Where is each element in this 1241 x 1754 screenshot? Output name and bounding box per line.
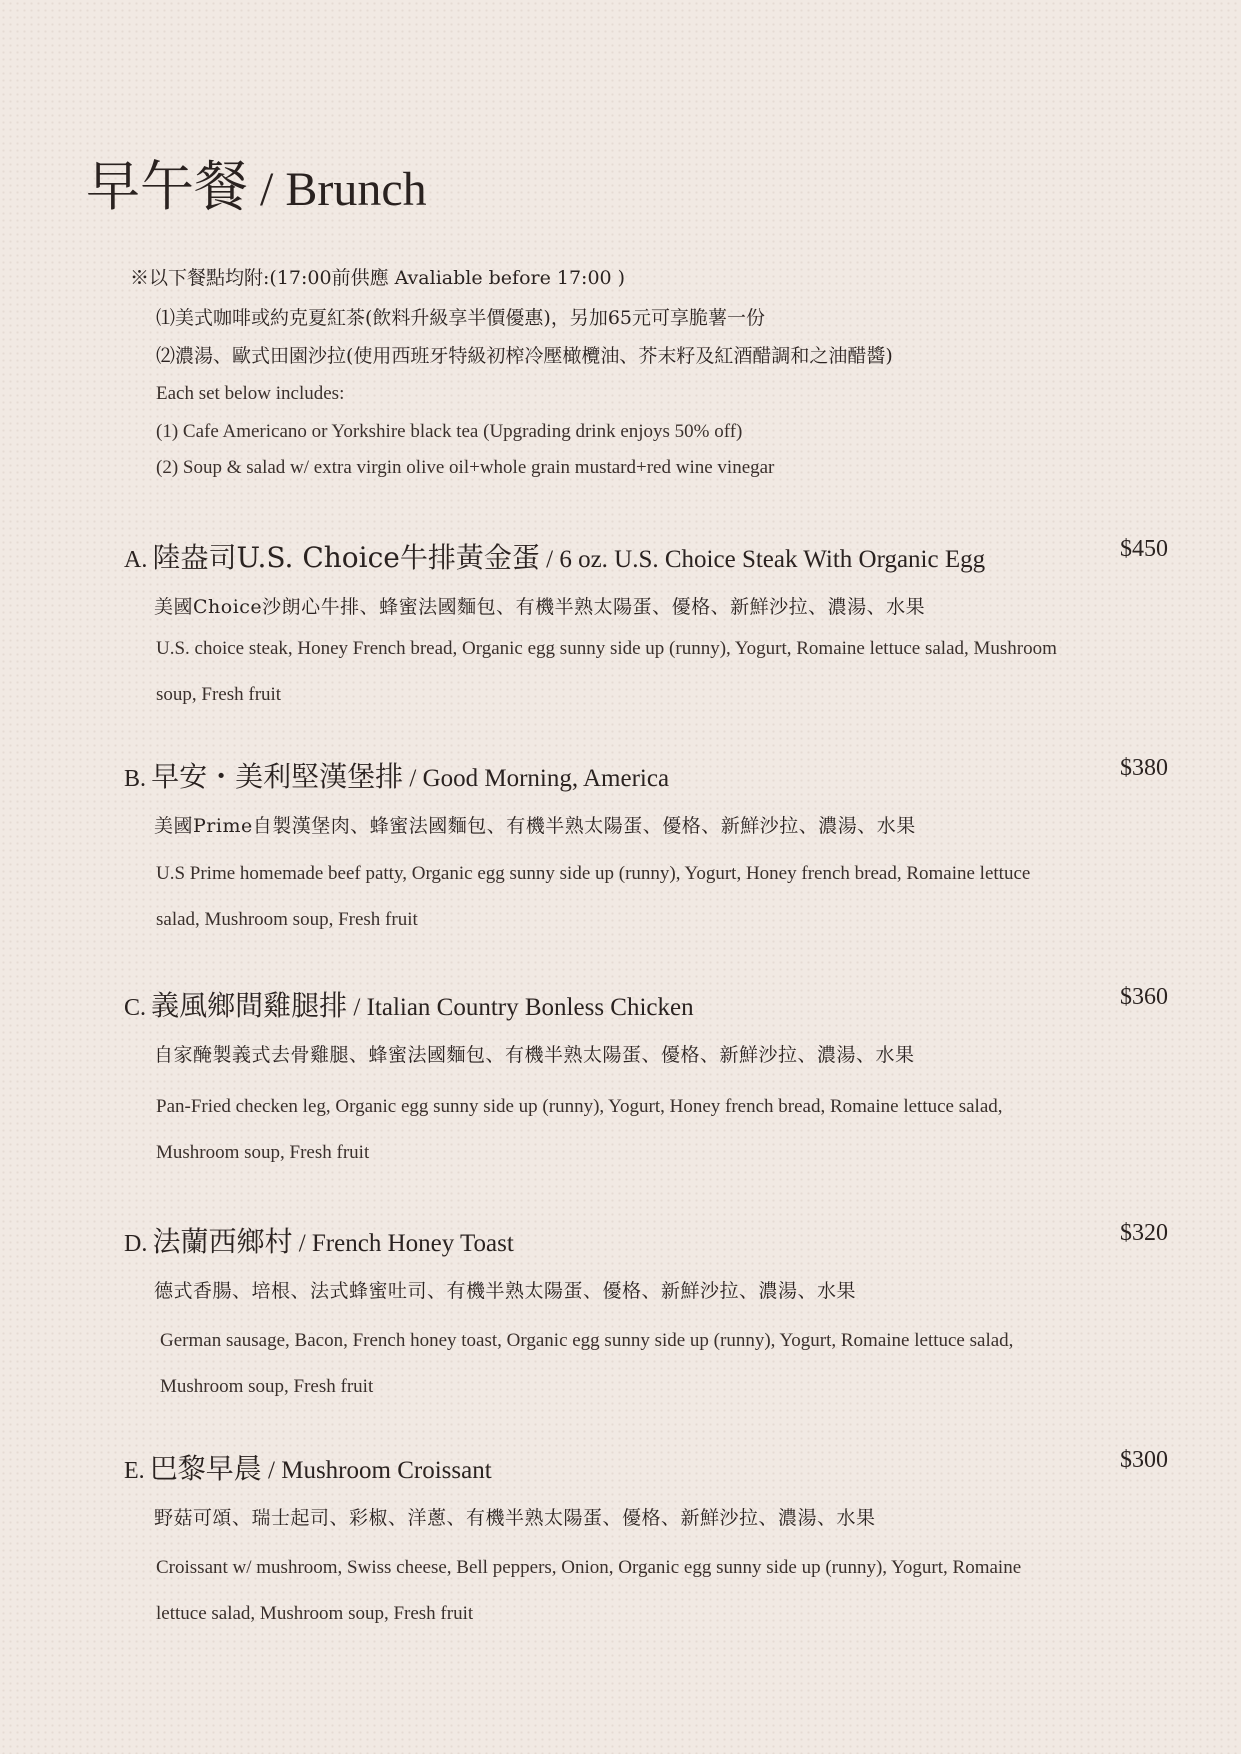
item-name-en: / Mushroom Croissant xyxy=(261,1457,492,1484)
menu-item xyxy=(124,536,1168,705)
item-description-zh: 自家醃製義式去骨雞腿、蜂蜜法國麵包、有機半熟太陽蛋、優格、新鮮沙拉、濃湯、水果 xyxy=(154,1044,915,1066)
item-letter: A. xyxy=(124,547,148,573)
menu-item-header xyxy=(124,755,1168,795)
item-letter: B. xyxy=(124,766,147,792)
item-name-zh: 義風鄉間雞腿排 xyxy=(151,989,348,1022)
title-zh: 早午餐 xyxy=(86,155,248,218)
item-name-zh: 陸盎司U.S. Choice牛排黃金蛋 xyxy=(152,541,540,574)
item-name-zh: 法蘭西鄉村 xyxy=(152,1225,293,1258)
item-description-zh: 美國Prime自製漢堡肉、蜂蜜法國麵包、有機半熟太陽蛋、優格、新鮮沙拉、濃湯、水果 xyxy=(154,815,916,837)
item-name-en: / Italian Country Bonless Chicken xyxy=(347,994,694,1021)
item-price: $300 xyxy=(1120,1447,1168,1473)
page-title xyxy=(86,155,427,218)
item-description-zh: 德式香腸、培根、法式蜂蜜吐司、有機半熟太陽蛋、優格、新鮮沙拉、濃湯、水果 xyxy=(154,1280,857,1302)
menu-item xyxy=(124,1220,1168,1397)
item-description-en: Croissant w/ mushroom, Swiss cheese, Bell peppers, Onion, Organic egg sunny side up (runny), Yogurt, Romaine lettuce salad, Mushroom soup, Fresh fruit xyxy=(156,1557,1022,1624)
note-en-line-1: (1) Cafe Americano or Yorkshire black tea (Upgrading drink enjoys 50% off) xyxy=(156,421,743,442)
item-letter: C. xyxy=(124,995,147,1021)
title-separator: / xyxy=(248,163,286,216)
note-en-line-2: (2) Soup & salad w/ extra virgin olive oil+whole grain mustard+red wine vinegar xyxy=(156,457,775,478)
item-description-zh: 野菇可頌、瑞士起司、彩椒、洋蔥、有機半熟太陽蛋、優格、新鮮沙拉、濃湯、水果 xyxy=(154,1507,876,1529)
note-zh-intro: ※以下餐點均附:(17:00前供應 Avaliable before 17:00 ) xyxy=(130,267,626,289)
item-price: $450 xyxy=(1120,536,1168,562)
item-price: $320 xyxy=(1120,1220,1168,1246)
item-name-en: / 6 oz. U.S. Choice Steak With Organic Egg xyxy=(539,546,986,573)
menu-item xyxy=(124,984,1168,1163)
item-name-zh: 早安・美利堅漢堡排 xyxy=(151,760,404,793)
item-description-en: German sausage, Bacon, French honey toast, Organic egg sunny side up (runny), Yogurt, Romaine lettuce salad, Mushroom soup, Fresh fruit xyxy=(160,1330,1014,1397)
item-description-en: U.S. choice steak, Honey French bread, Organic egg sunny side up (runny), Yogurt, Romaine lettuce salad, Mushroom soup, Fresh fruit xyxy=(156,638,1057,705)
item-description-zh: 美國Choice沙朗心牛排、蜂蜜法國麵包、有機半熟太陽蛋、優格、新鮮沙拉、濃湯、水果 xyxy=(154,596,926,618)
item-letter: D. xyxy=(124,1231,148,1257)
menu-item-header xyxy=(124,536,1168,576)
menu-item xyxy=(124,755,1168,930)
item-name-en: / French Honey Toast xyxy=(292,1230,514,1257)
menu-item-header xyxy=(124,1220,1168,1260)
note-zh-line-1: ⑴美式咖啡或約克夏紅茶(飲料升級享半價優惠)，另加65元可享脆薯一份 xyxy=(156,307,766,329)
item-name-zh: 巴黎早晨 xyxy=(149,1452,262,1485)
item-price: $380 xyxy=(1120,755,1168,781)
menu-item-header xyxy=(124,1447,1168,1487)
item-letter: E. xyxy=(124,1458,145,1484)
item-description-en: U.S Prime homemade beef patty, Organic egg sunny side up (runny), Yogurt, Honey french bread, Romaine lettuce salad, Mushroom soup, Fresh fruit xyxy=(156,863,1031,930)
title-en: Brunch xyxy=(285,163,427,216)
note-zh-line-2: ⑵濃湯、歐式田園沙拉(使用西班牙特級初榨冷壓橄欖油、芥末籽及紅酒醋調和之油醋醬) xyxy=(156,345,893,367)
item-name-en: / Good Morning, America xyxy=(403,765,670,792)
menu-item xyxy=(124,1447,1168,1624)
item-price: $360 xyxy=(1120,984,1168,1010)
note-en-intro: Each set below includes: xyxy=(156,383,345,404)
menu-item-header xyxy=(124,984,1168,1024)
item-description-en: Pan-Fried checken leg, Organic egg sunny side up (runny), Yogurt, Honey french bread, Romaine lettuce salad, Mushroom soup, Fresh fruit xyxy=(156,1096,1003,1163)
